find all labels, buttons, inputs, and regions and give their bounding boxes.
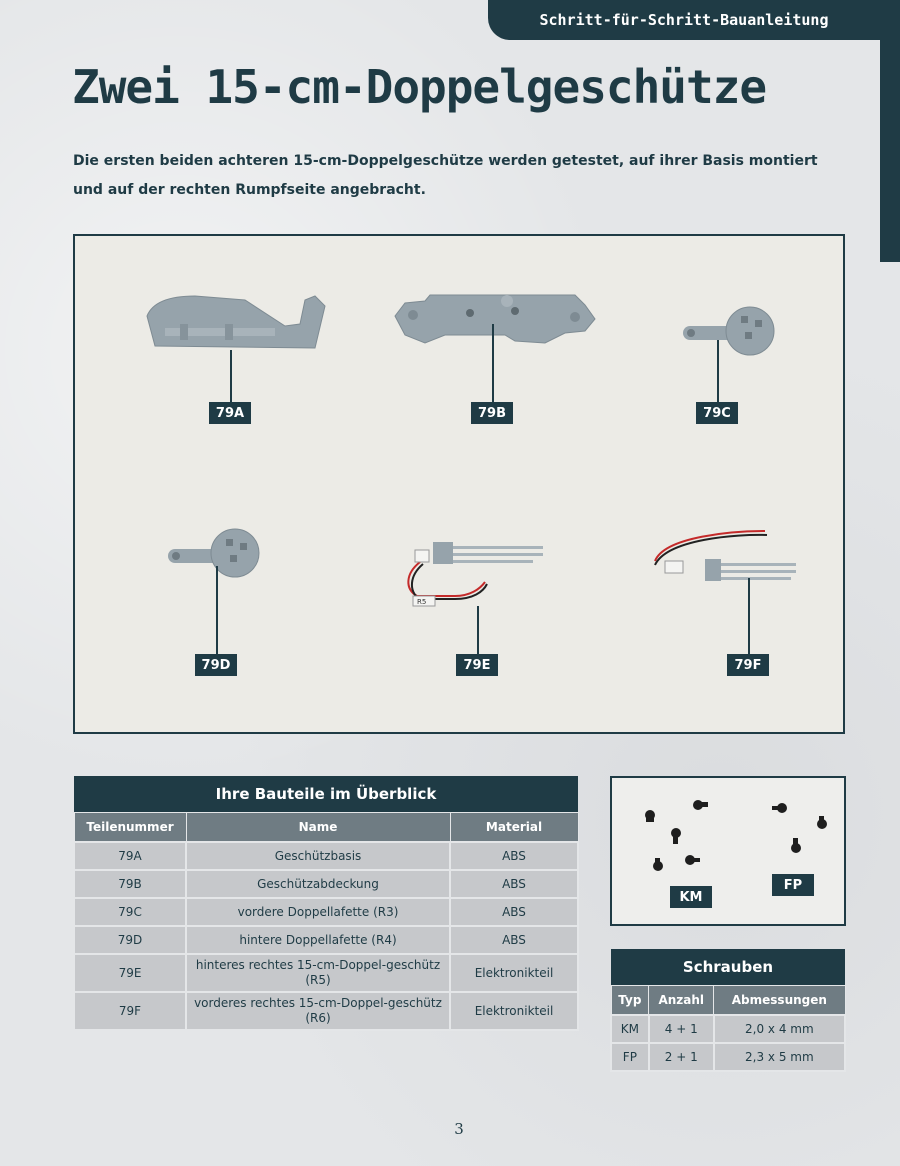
- table-row: [74, 870, 578, 898]
- header-material: Material: [450, 813, 578, 843]
- part-number-cell: 79A: [74, 842, 186, 870]
- part-number-cell: 79D: [74, 926, 186, 954]
- part-number-cell: 79B: [74, 870, 186, 898]
- part-79a-image: [135, 286, 335, 366]
- parts-table: [73, 776, 579, 1031]
- part-79c-image: [675, 296, 785, 366]
- header-part-number: Teilenummer: [74, 813, 186, 843]
- part-material-cell: ABS: [450, 898, 578, 926]
- part-label-79d: 79D: [195, 654, 237, 676]
- section-header-text: Schritt-für-Schritt-Bauanleitung: [539, 11, 829, 29]
- part-number-cell: 79F: [74, 992, 186, 1030]
- part-material-cell: Elektronikteil: [450, 992, 578, 1030]
- screw-label-fp: FP: [772, 874, 814, 896]
- screw-label-km: KM: [670, 886, 712, 908]
- side-color-bar: [880, 0, 900, 262]
- part-name-cell: hinteres rechtes 15-cm-Doppel-geschütz (R5): [186, 954, 450, 992]
- part-number-cell: 79C: [74, 898, 186, 926]
- page-number: 3: [454, 1120, 464, 1138]
- intro-text: Die ersten beiden achteren 15-cm-Doppelgeschütze werden getestet, auf ihrer Basis montiert und auf der rechten Rumpfseite angebracht.: [73, 153, 818, 198]
- parts-photo: [73, 234, 845, 734]
- parts-table-title: Ihre Bauteile im Überblick: [74, 776, 578, 813]
- part-name-cell: Geschützabdeckung: [186, 870, 450, 898]
- leader-line: [717, 340, 719, 402]
- part-name-cell: Geschützbasis: [186, 842, 450, 870]
- part-label-79e: 79E: [456, 654, 498, 676]
- header-type: Typ: [611, 986, 649, 1016]
- screws-image: [612, 778, 844, 924]
- part-material-cell: Elektronikteil: [450, 954, 578, 992]
- screw-size-cell: 2,3 x 5 mm: [714, 1043, 845, 1071]
- part-label-79f: 79F: [727, 654, 769, 676]
- table-row: [611, 1015, 845, 1043]
- table-row: [611, 1043, 845, 1071]
- part-material-cell: ABS: [450, 926, 578, 954]
- table-row: [74, 842, 578, 870]
- screw-count-cell: 4 + 1: [649, 1015, 714, 1043]
- screws-table-title: Schrauben: [611, 949, 845, 986]
- screw-count-cell: 2 + 1: [649, 1043, 714, 1071]
- section-header-tab: [488, 0, 880, 40]
- header-count: Anzahl: [649, 986, 714, 1016]
- part-material-cell: ABS: [450, 842, 578, 870]
- part-number-cell: 79E: [74, 954, 186, 992]
- header-name: Name: [186, 813, 450, 843]
- screw-size-cell: 2,0 x 4 mm: [714, 1015, 845, 1043]
- leader-line: [230, 350, 232, 402]
- part-name-cell: hintere Doppellafette (R4): [186, 926, 450, 954]
- part-label-79b: 79B: [471, 402, 513, 424]
- cable-tag-r5: R5: [417, 598, 427, 606]
- part-79f-image: [645, 521, 805, 601]
- screws-table: [610, 949, 846, 1072]
- table-row: [74, 926, 578, 954]
- part-material-cell: ABS: [450, 870, 578, 898]
- screw-type-cell: FP: [611, 1043, 649, 1071]
- part-79e-image: [395, 534, 555, 614]
- screws-photo: [610, 776, 846, 926]
- table-row: [74, 992, 578, 1030]
- part-79b-image: [385, 291, 605, 351]
- part-name-cell: vorderes rechtes 15-cm-Doppel-geschütz (R6): [186, 992, 450, 1030]
- table-row: [74, 898, 578, 926]
- leader-line: [477, 606, 479, 654]
- leader-line: [748, 578, 750, 654]
- part-label-79a: 79A: [209, 402, 251, 424]
- leader-line: [216, 566, 218, 654]
- leader-line: [492, 324, 494, 402]
- part-79d-image: [160, 521, 270, 591]
- part-label-79c: 79C: [696, 402, 738, 424]
- header-dimensions: Abmessungen: [714, 986, 845, 1016]
- part-name-cell: vordere Doppellafette (R3): [186, 898, 450, 926]
- page-title: Zwei 15-cm-Doppelgeschütze: [72, 60, 767, 114]
- table-row: [74, 954, 578, 992]
- screw-type-cell: KM: [611, 1015, 649, 1043]
